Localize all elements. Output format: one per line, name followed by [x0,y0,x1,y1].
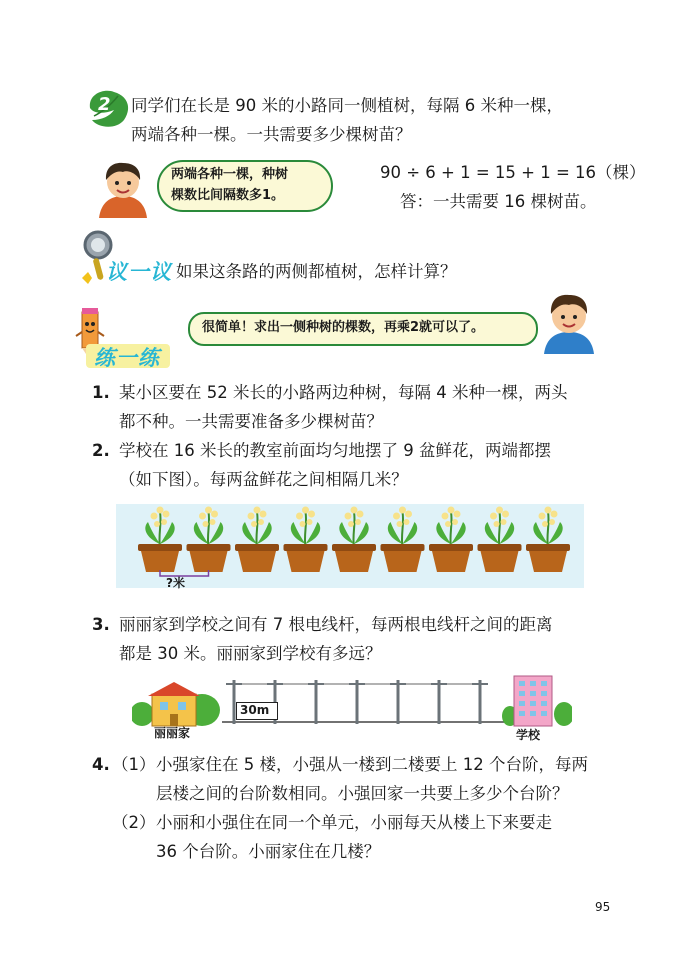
boy-avatar-1 [93,158,153,218]
electric-pole [349,680,365,724]
electric-pole [308,680,324,724]
discuss-text: 如果这条路的两侧都植树，怎样计算？ [176,262,457,281]
q4-sub1-line2: 层楼之间的台阶数相同。小强回家一共要上多少个台阶？ [156,784,569,803]
q2-number: 2. [92,441,110,460]
q4-sub2-line1: 小丽和小强住在同一个单元，小丽每天从楼上下来要走 [156,813,552,832]
speech-line1: 两端各种一棵，种树 [171,167,289,182]
q2-line2: （如下图）。每两盆鲜花之间相隔几米？ [119,470,408,489]
q3-number: 3. [92,615,110,634]
q4-sub2-line2: 36 个台阶。小丽家住在几楼？ [156,842,381,861]
flower-pot [332,507,376,573]
answer: 答：一共需要 16 棵树苗。 [400,192,597,211]
school-label: 学校 [516,728,541,742]
q4-sub1-number: （1） [112,755,156,774]
example-question-line1: 同学们在长是 90 米的小路同一侧植树，每隔 6 米种一棵， [131,96,563,115]
flowers-figure [116,504,584,588]
q1-number: 1. [92,383,110,402]
flower-pot [526,507,570,573]
equation: 90 ÷ 6 + 1 = 15 + 1 = 16（棵） [380,163,646,182]
gap-label: ?米 [166,576,185,590]
speech-bubble-2 [188,312,538,346]
electric-pole [431,680,447,724]
example-number: 2 [98,94,111,115]
flowers-drawing [116,504,584,588]
speech-bubble-1 [157,160,333,212]
home-icon [132,680,222,730]
flower-pot [138,507,182,573]
q1-line2: 都不种。一共需要准备多少棵树苗？ [119,412,383,431]
q3-line1: 丽丽家到学校之间有 7 根电线杆，每两根电线杆之间的距离 [119,615,553,634]
boy-avatar-2 [538,290,600,354]
flower-pot [284,507,328,573]
flower-pot [187,507,231,573]
q4-sub1-line1: 小强家住在 5 楼，小强从一楼到二楼要上 12 个台阶，每两 [156,755,588,774]
discuss-speech: 很简单！求出一侧种树的棵数，再乘2就可以了。 [202,320,485,335]
flower-pot [235,507,279,573]
page-number: 95 [595,900,611,914]
road-figure [132,672,572,744]
electric-pole [472,680,488,724]
q4-sub2-number: （2） [112,813,156,832]
distance-label: 30m [240,703,270,717]
home-label: 丽丽家 [154,726,191,740]
flower-pot [478,507,522,573]
flower-pot [429,507,473,573]
q3-line2: 都是 30 米。丽丽家到学校有多远？ [119,644,382,663]
practice-title: 练一练 [94,346,160,370]
q2-line1: 学校在 16 米长的教室前面均匀地摆了 9 盆鲜花，两端都摆 [119,441,551,460]
flower-pot [381,507,425,573]
q4-number: 4. [92,755,110,774]
discuss-title: 议一议 [106,260,172,284]
example-badge [84,86,134,130]
q1-line1: 某小区要在 52 米长的小路两边种树，每隔 4 米种一棵，两头 [119,383,568,402]
speech-line2: 棵数比间隔数多1。 [171,188,285,203]
example-question-line2: 两端各种一棵。一共需要多少棵树苗？ [131,125,412,144]
electric-pole [390,680,406,724]
school-icon [502,672,572,728]
